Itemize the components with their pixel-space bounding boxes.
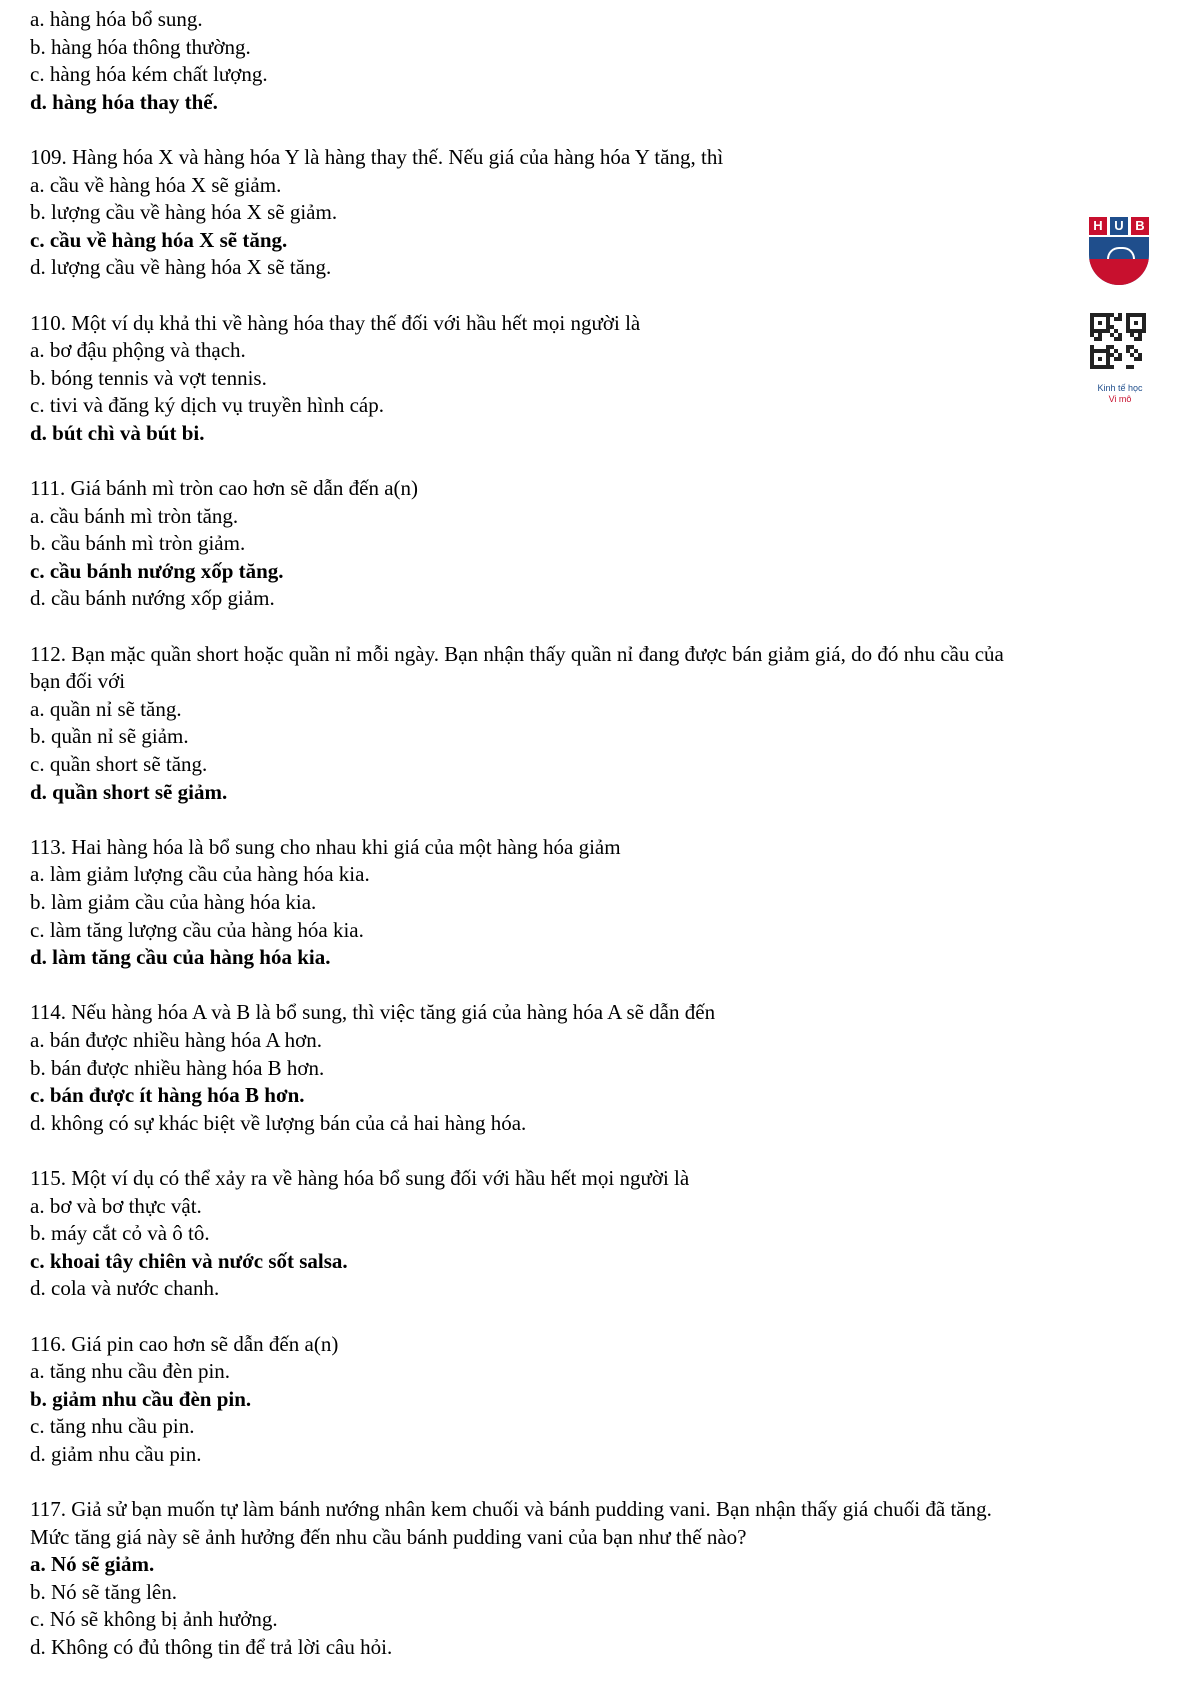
answer-option-correct: d. quần short sẽ giảm. <box>30 779 228 804</box>
answer-option: b. bán được nhiều hàng hóa B hơn. <box>30 1055 325 1080</box>
question-text: Mức tăng giá này sẽ ảnh hưởng đến nhu cầu bánh pudding vani của bạn như thế nào? <box>30 1524 747 1549</box>
answer-option-correct: c. cầu bánh nướng xốp tăng. <box>30 558 284 583</box>
answer-option: a. bơ đậu phộng và thạch. <box>30 338 246 363</box>
answer-option-correct: d. làm tăng cầu của hàng hóa kia. <box>30 945 331 970</box>
caption-line-1: Kinh tế học <box>1097 383 1143 393</box>
question-text: 111. Giá bánh mì tròn cao hơn sẽ dẫn đến a(n) <box>30 476 419 501</box>
shield-red-band <box>1089 259 1149 285</box>
answer-option: a. bơ và bơ thực vật. <box>30 1193 202 1218</box>
logo-letter: H <box>1089 217 1107 235</box>
logo-caption <box>1080 383 1160 405</box>
question-text: 115. Một ví dụ có thể xảy ra về hàng hóa bổ sung đối với hầu hết mọi người là <box>30 1165 690 1190</box>
logo-letters <box>1086 217 1152 235</box>
answer-option: a. hàng hóa bổ sung. <box>30 7 203 31</box>
shield-body <box>1089 237 1149 285</box>
question-block <box>30 1165 1150 1303</box>
logo-letter: B <box>1131 217 1149 235</box>
answer-option: a. tăng nhu cầu đèn pin. <box>30 1359 231 1384</box>
answer-option: b. làm giảm cầu của hàng hóa kia. <box>30 890 317 914</box>
answer-option-correct: d. hàng hóa thay thế. <box>30 89 218 114</box>
answer-option: b. bóng tennis và vợt tennis. <box>30 365 267 390</box>
question-block <box>30 310 1150 448</box>
answer-option: b. quần nỉ sẽ giảm. <box>30 724 189 749</box>
answer-option: c. tăng nhu cầu pin. <box>30 1414 195 1439</box>
question-text: 109. Hàng hóa X và hàng hóa Y là hàng thay thế. Nếu giá của hàng hóa Y tăng, thì <box>30 144 724 169</box>
question-text: bạn đối với <box>30 669 126 694</box>
question-block <box>30 641 1150 807</box>
qr-code-icon <box>1090 313 1146 369</box>
question-text: 114. Nếu hàng hóa A và B là bổ sung, thì việc tăng giá của hàng hóa A sẽ dẫn đến <box>30 1000 716 1025</box>
document-body <box>30 6 1150 1689</box>
answer-option: c. quần short sẽ tăng. <box>30 752 208 777</box>
answer-option: d. không có sự khác biệt về lượng bán của cả hai hàng hóa. <box>30 1110 527 1135</box>
question-block <box>30 834 1150 972</box>
answer-option-correct: a. Nó sẽ giảm. <box>30 1552 155 1577</box>
answer-option: b. máy cắt cỏ và ô tô. <box>30 1221 210 1246</box>
answer-option: d. lượng cầu về hàng hóa X sẽ tăng. <box>30 255 332 280</box>
question-block <box>30 475 1150 613</box>
answer-option: a. làm giảm lượng cầu của hàng hóa kia. <box>30 862 370 887</box>
answer-option: c. Nó sẽ không bị ảnh hưởng. <box>30 1607 278 1632</box>
question-block <box>30 1496 1150 1662</box>
question-block <box>30 144 1150 282</box>
answer-option: d. cầu bánh nướng xốp giảm. <box>30 586 275 611</box>
answer-option: a. cầu bánh mì tròn tăng. <box>30 503 239 528</box>
answer-option: b. lượng cầu về hàng hóa X sẽ giảm. <box>30 200 338 225</box>
answer-option: c. làm tăng lượng cầu của hàng hóa kia. <box>30 917 364 942</box>
hub-shield-icon <box>1086 217 1152 285</box>
answer-option: c. tivi và đăng ký dịch vụ truyền hình cáp. <box>30 393 384 418</box>
question-text: 112. Bạn mặc quần short hoặc quần nỉ mỗi ngày. Bạn nhận thấy quần nỉ đang được bán giảm giá, do đó nhu cầu của <box>30 641 1004 666</box>
answer-option-correct: d. bút chì và bút bi. <box>30 420 205 445</box>
logo-letter: U <box>1110 217 1128 235</box>
question-text: 110. Một ví dụ khả thi về hàng hóa thay thế đối với hầu hết mọi người là <box>30 310 641 335</box>
answer-option: a. bán được nhiều hàng hóa A hơn. <box>30 1027 322 1052</box>
answer-option: b. Nó sẽ tăng lên. <box>30 1579 177 1604</box>
question-text: 116. Giá pin cao hơn sẽ dẫn đến a(n) <box>30 1331 339 1356</box>
answer-option: b. hàng hóa thông thường. <box>30 34 251 59</box>
answer-option: a. quần nỉ sẽ tăng. <box>30 696 182 721</box>
answer-option: b. cầu bánh mì tròn giảm. <box>30 531 246 556</box>
answer-option-correct: c. cầu về hàng hóa X sẽ tăng. <box>30 227 288 252</box>
answer-option-correct: c. bán được ít hàng hóa B hơn. <box>30 1083 305 1108</box>
answer-option-correct: c. khoai tây chiên và nước sốt salsa. <box>30 1248 348 1273</box>
answer-option: d. Không có đủ thông tin để trả lời câu hỏi. <box>30 1635 393 1660</box>
caption-line-2: Vi mô <box>1108 394 1132 404</box>
question-block <box>30 999 1150 1137</box>
question-block <box>30 6 1150 116</box>
question-text: 113. Hai hàng hóa là bổ sung cho nhau khi giá của một hàng hóa giảm <box>30 834 621 859</box>
answer-option: a. cầu về hàng hóa X sẽ giảm. <box>30 172 282 197</box>
answer-option-correct: b. giảm nhu cầu đèn pin. <box>30 1386 252 1411</box>
question-block <box>30 1331 1150 1469</box>
answer-option: d. giảm nhu cầu pin. <box>30 1441 202 1466</box>
answer-option: d. cola và nước chanh. <box>30 1276 220 1301</box>
answer-option: c. hàng hóa kém chất lượng. <box>30 62 268 87</box>
question-text: 117. Giả sử bạn muốn tự làm bánh nướng nhân kem chuối và bánh pudding vani. Bạn nhận thấy giá chuối đã tăng. <box>30 1497 992 1522</box>
